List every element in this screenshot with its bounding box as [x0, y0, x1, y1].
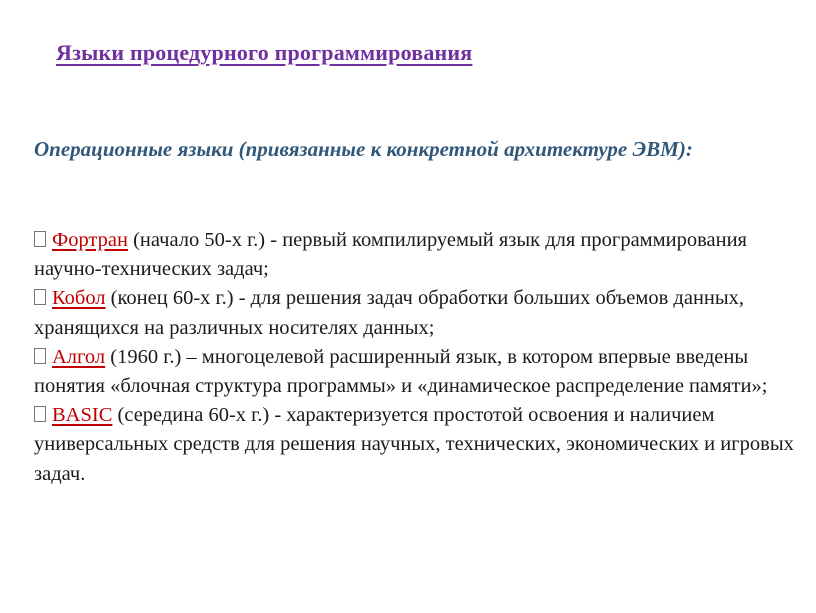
list-item-fortran: [34, 226, 794, 284]
list-item-algol: [34, 343, 794, 401]
list-item-basic: [34, 401, 794, 489]
link-cobol[interactable]: Кобол: [52, 287, 106, 310]
item-description: (конец 60-х г.) - для решения задач обработки больших объемов данных, хранящихся на различных носителях данных;: [34, 287, 745, 339]
missing-glyph-icon: [34, 348, 46, 364]
missing-glyph-icon: [34, 406, 46, 422]
missing-glyph-icon: [34, 289, 46, 305]
link-algol[interactable]: Алгол: [52, 345, 106, 368]
item-description: (1960 г.) – многоцелевой расширенный язык, в котором впервые введены понятия «блочная структура программы» и «динамическое распределение памяти»;: [34, 345, 768, 398]
slide-subtitle: Операционные языки (привязанные к конкретной архитектуре ЭВМ):: [34, 137, 693, 161]
item-description: (середина 60-х г.) - характеризуется простотой освоения и наличием универсальных средств для решения научных, технических, экономических и игровых задач.: [34, 404, 794, 485]
link-basic[interactable]: BASIC: [52, 404, 113, 427]
item-description: (начало 50-х г.) - первый компилируемый язык для программирования научно-технических задач;: [34, 229, 747, 281]
slide-title: Языки процедурного программирования: [56, 40, 473, 65]
language-list: [34, 226, 794, 489]
list-item-cobol: [34, 284, 794, 342]
link-fortran[interactable]: Фортран: [52, 229, 128, 251]
missing-glyph-icon: [34, 231, 46, 247]
